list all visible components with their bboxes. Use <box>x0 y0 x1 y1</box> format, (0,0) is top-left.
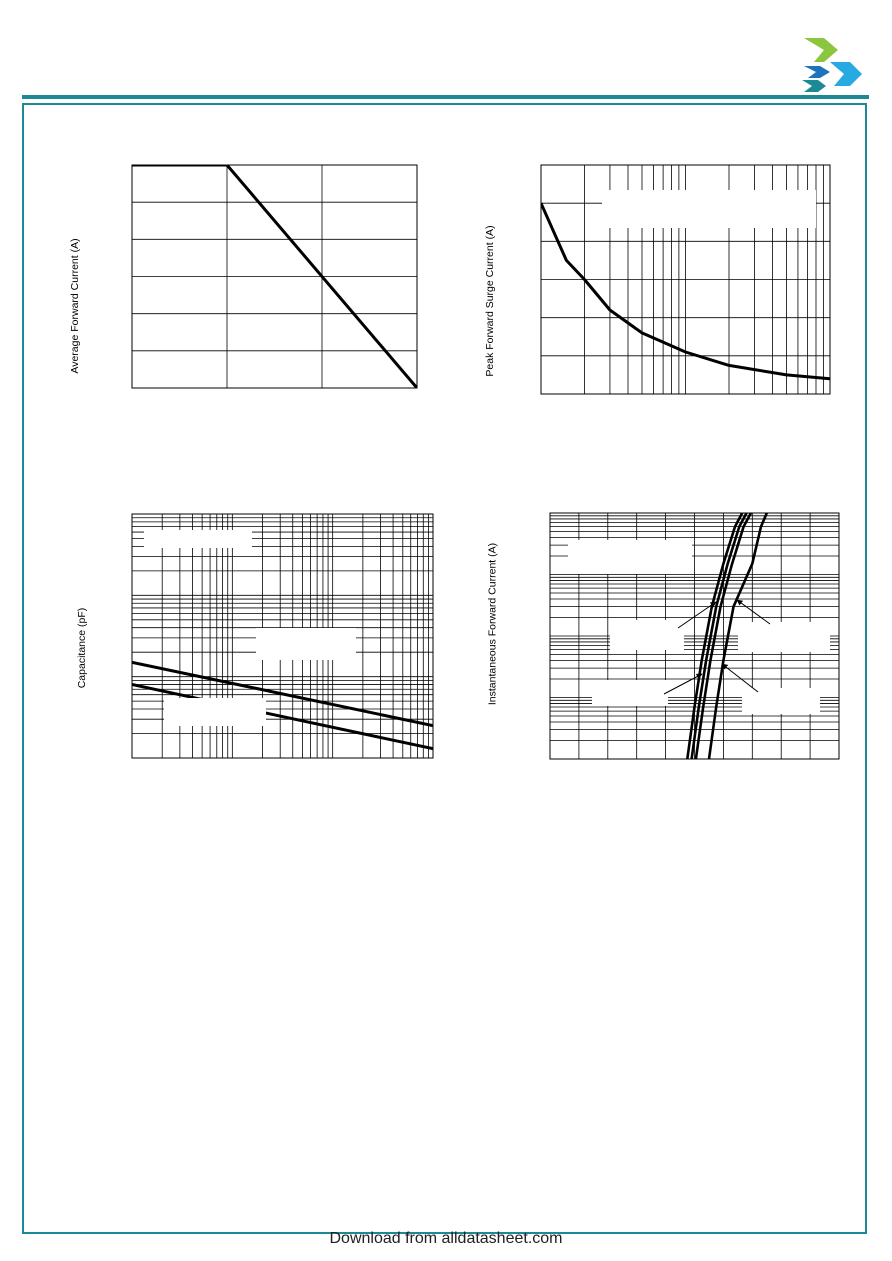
blank-annotation-box <box>164 698 266 726</box>
blank-annotation-box <box>742 688 820 714</box>
blank-annotation-box <box>610 620 684 650</box>
chart-surge <box>541 165 830 394</box>
blank-annotation-box <box>738 622 830 652</box>
blank-annotation-box <box>568 540 692 574</box>
annotation-arrow <box>737 600 770 624</box>
chart-capacitance <box>132 514 433 758</box>
capacitance-ylabel: Capacitance (pF) <box>76 607 88 689</box>
blank-annotation-box <box>256 628 356 660</box>
chart-forward <box>550 513 839 759</box>
forward-ylabel: Instantaneous Forward Current (A) <box>486 542 499 706</box>
blank-annotation-box <box>144 530 252 548</box>
footer-download-text: Download from alldatasheet.com <box>329 1230 563 1247</box>
surge-ylabel: Peak Forward Surge Current (A) <box>484 225 496 377</box>
blank-annotation-box <box>592 680 668 706</box>
derating-ylabel: Average Forward Current (A) <box>69 238 81 374</box>
chart-derating <box>132 165 417 388</box>
blank-annotation-box <box>602 190 816 228</box>
